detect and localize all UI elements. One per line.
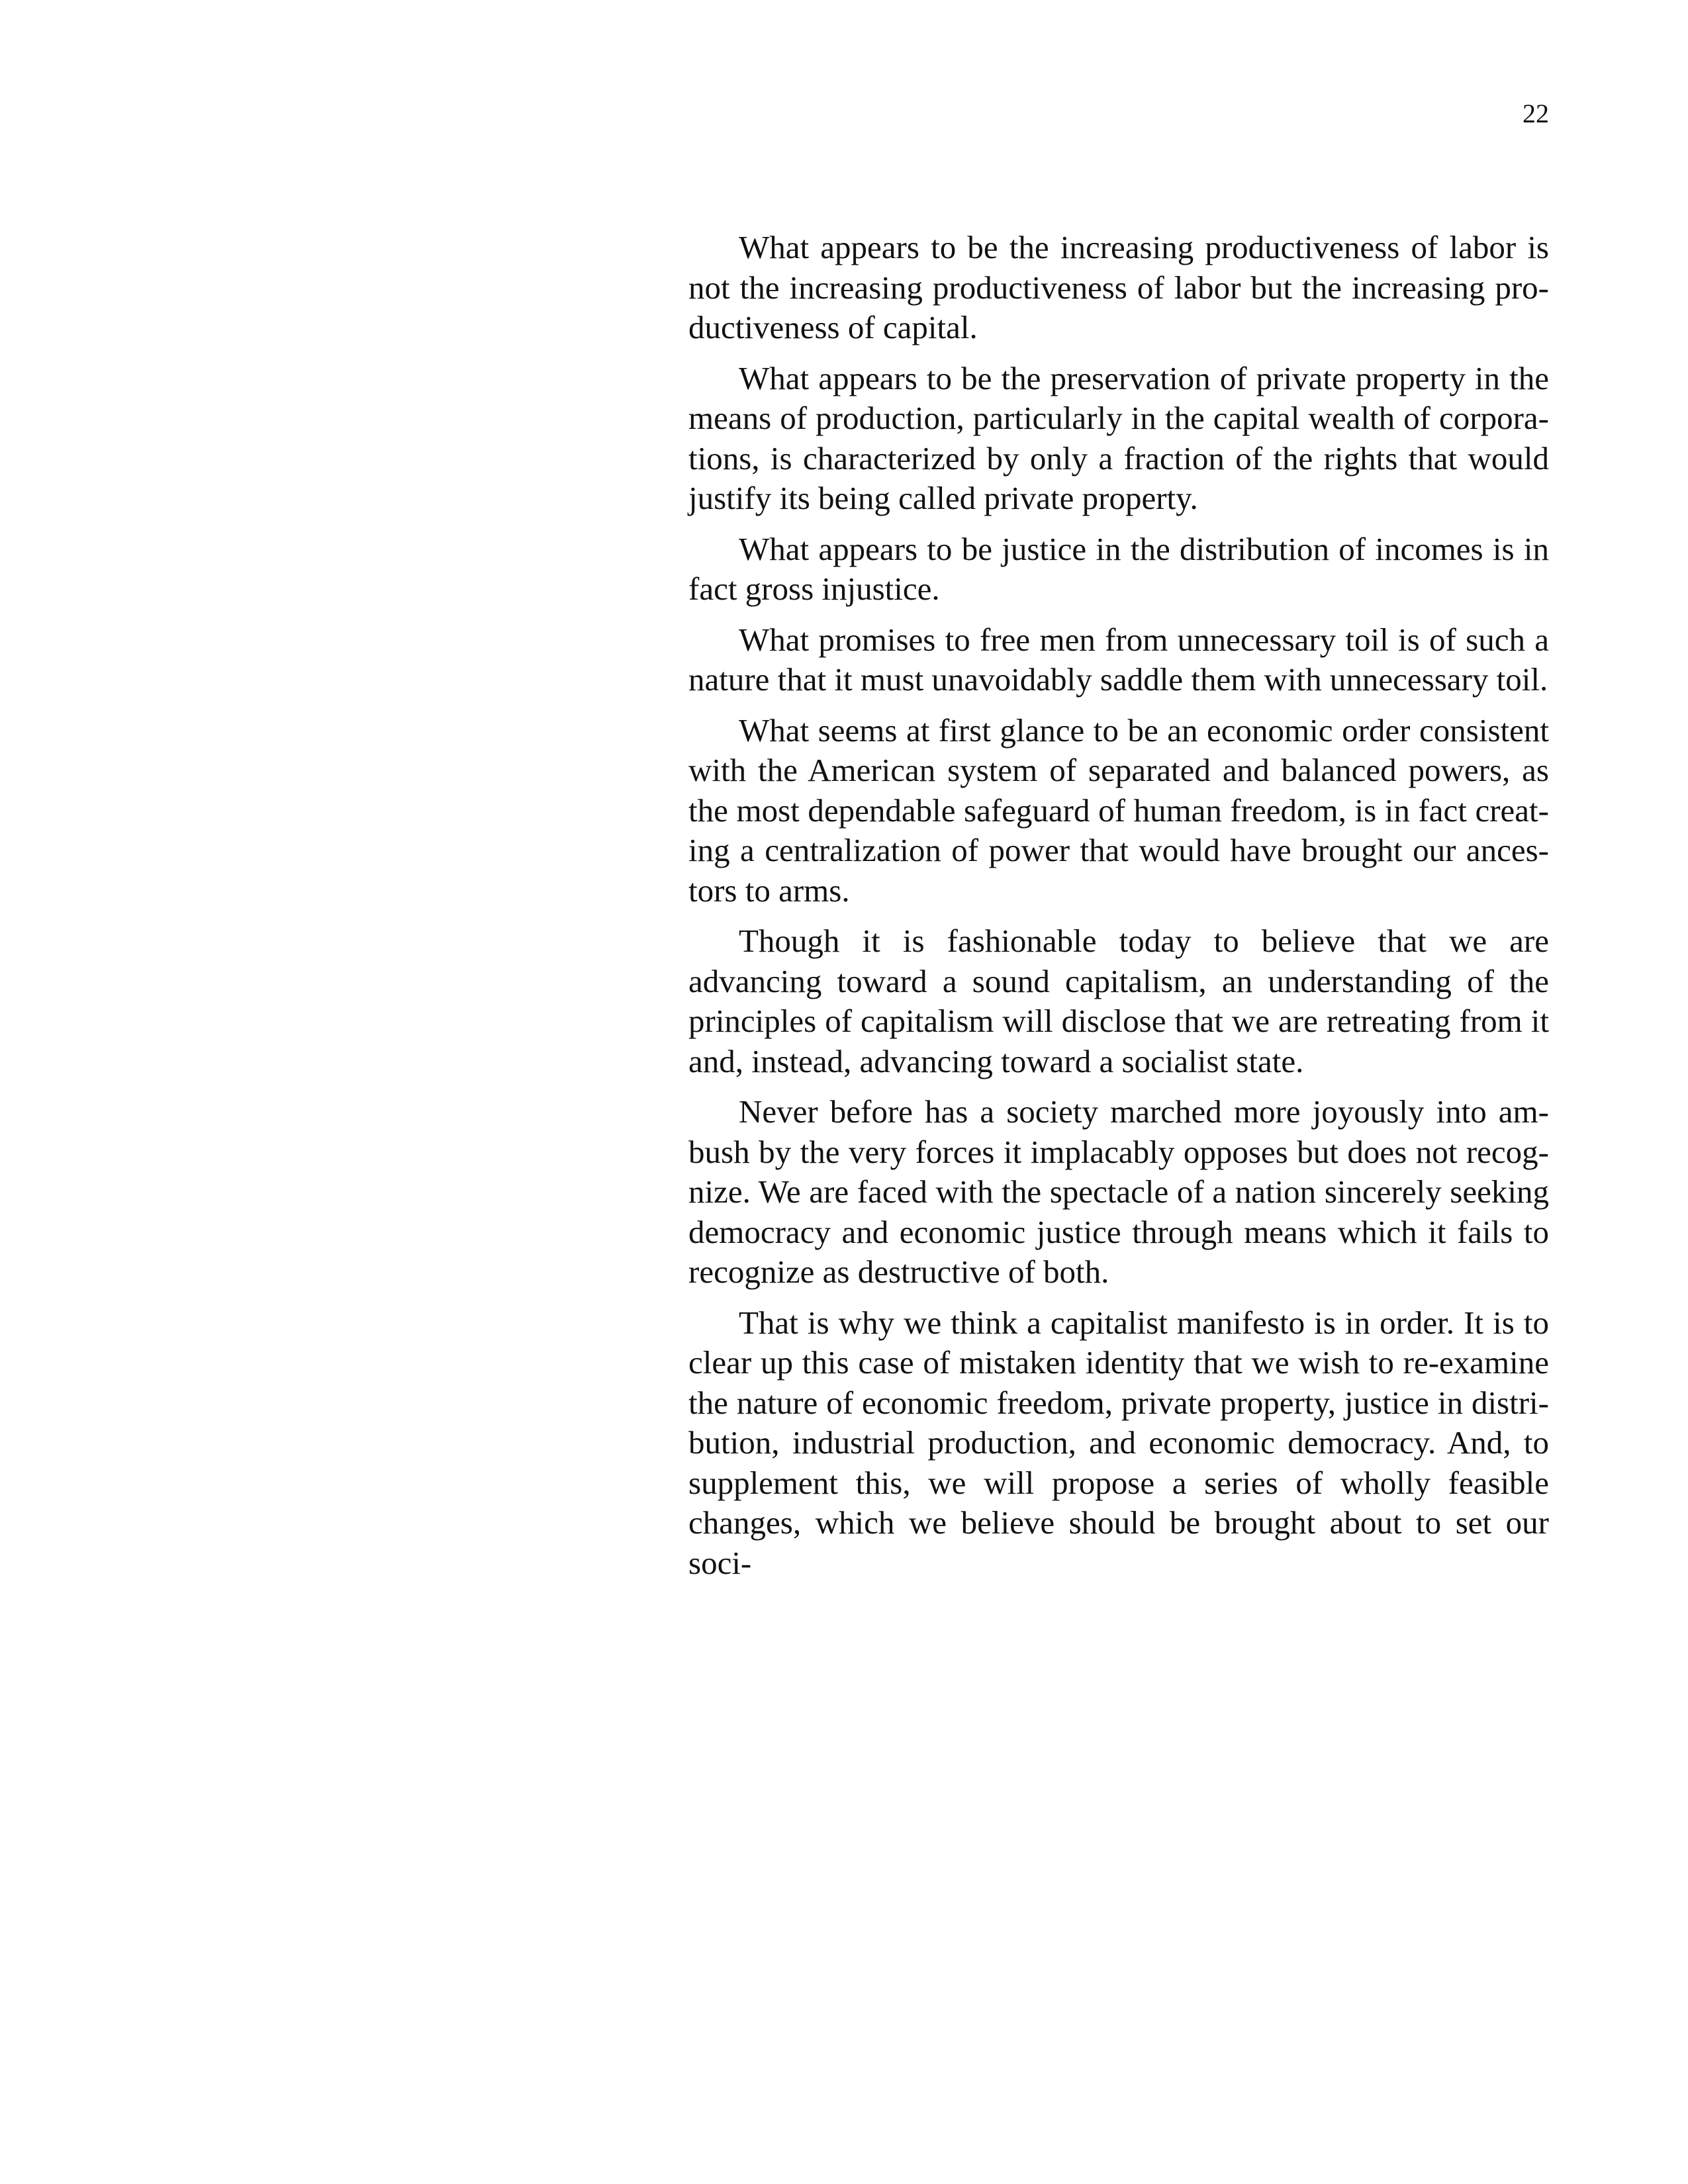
paragraph: What seems at first glance to be an economic order consistent with the American system of separated and balanced powers, as the most dependable safeguard of human freedom, is in fact creating a centralization of power that would have brought our ancestors to arms. [688, 711, 1549, 909]
paragraph: Never before has a society marched more joyously into ambush by the very forces it implacably opposes but does not recognize. We are faced with the spectacle of a nation sincerely seeking democracy and economic justice through means which it fails to recognize as destructive of both. [688, 1093, 1549, 1290]
paragraph: What appears to be justice in the distribution of incomes is in fact gross injustice. [688, 530, 1549, 607]
paragraph: What promises to free men from unnecessary toil is of such a nature that it must unavoidably saddle them with unnecessary toil. [688, 621, 1549, 698]
paragraph: What appears to be the increasing productiveness of labor is not the increasing productiveness of labor but the increasing productiveness of capital. [688, 229, 1549, 345]
paragraph: That is why we think a capitalist manifesto is in order. It is to clear up this case of mistaken identity that we wish to re-examine the nature of economic freedom, private property, justice in distribution, industrial production, and economic democracy. And, to supplement this, we will propose a series of wholly feasible changes, which we believe should be brought about to set our soci- [688, 1304, 1549, 1581]
page-number: 22 [1523, 99, 1549, 128]
paragraph: What appears to be the preservation of private property in the means of production, particularly in the capital wealth of corporations, is characterized by only a fraction of the rights that would justify its being called private property. [688, 359, 1549, 516]
paragraph: Though it is fashionable today to believe that we are advancing toward a sound capitalism, an understanding of the principles of capitalism will disclose that we are retreating from it and, instead, advancing toward a socialist state. [688, 923, 1549, 1079]
body-text [688, 228, 1549, 1583]
